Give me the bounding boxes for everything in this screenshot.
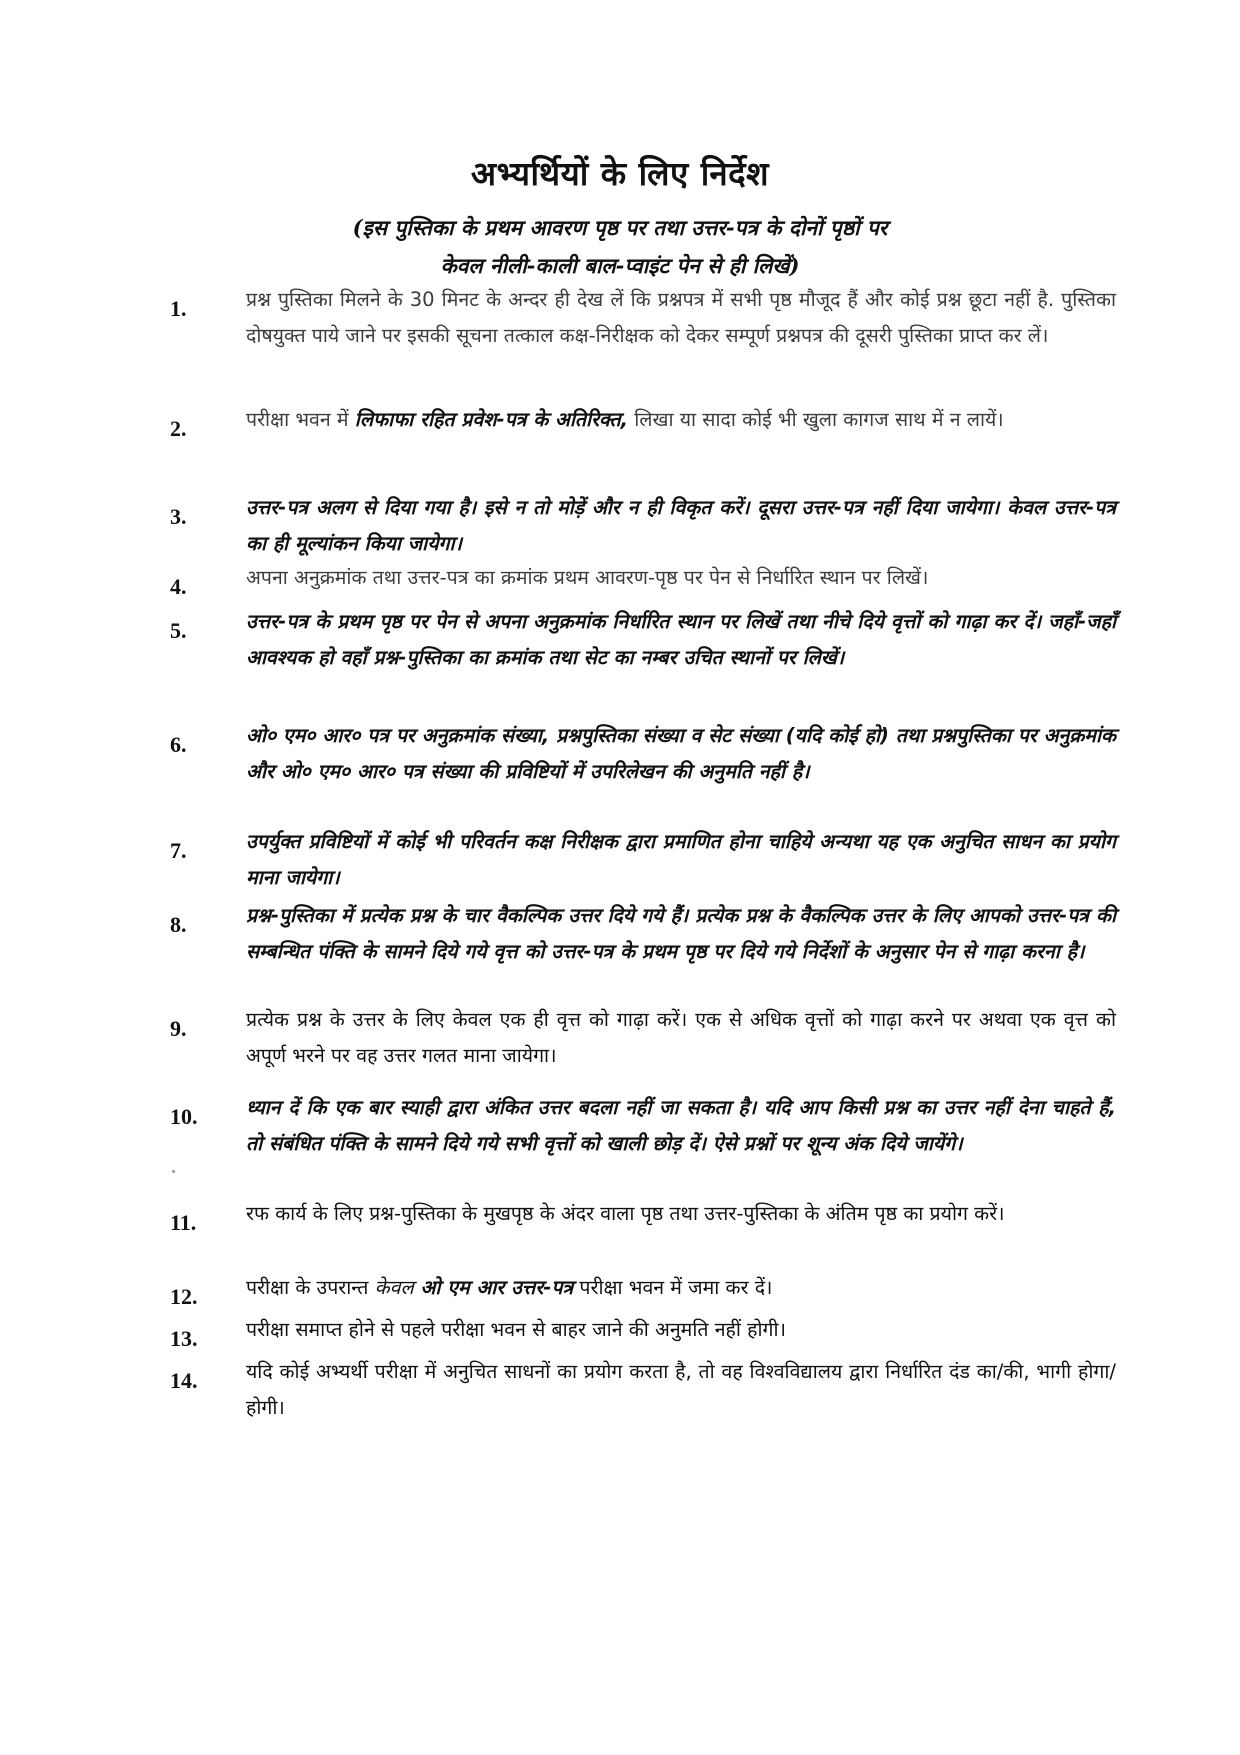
subtitle-line-1: (इस पुस्तिका के प्रथम आवरण पृष्ठ पर तथा उत्तर-पत्र के दोनों पृष्ठों पर: [352, 215, 888, 240]
item-text-6: ओ० एम० आर० पत्र पर अनुक्रमांक संख्या, प्रश्नपुस्तिका संख्या व सेट संख्या (यदि कोई हो) तथा प्रश्नपुस्तिका पर अनुक्रमांक और ओ० एम० आर० पत्र संख्या की प्रविष्टियों में उपरिलेखन की अनुमति नहीं है।: [246, 724, 1116, 783]
item-number-8: 8.: [170, 912, 187, 937]
item-2-emphasis: लिफाफा रहित प्रवेश-पत्र के अतिरिक्त,: [354, 408, 629, 431]
item-text-1: प्रश्न पुस्तिका मिलने के 30 मिनट के अन्दर ही देख लें कि प्रश्नपत्र में सभी पृष्ठ मौजूद हैं और कोई प्रश्न छूटा नहीं है. पुस्तिका दोषयुक्त पाये जाने पर इसकी सूचना तत्काल कक्ष-निरीक्षक को देकर सम्पूर्ण प्रश्नपत्र की दूसरी पुस्तिका प्राप्त कर लें।: [246, 288, 1116, 347]
item-text-3: उत्तर-पत्र अलग से दिया गया है। इसे न तो मोड़ें और न ही विकृत करें। दूसरा उत्तर-पत्र नहीं दिया जायेगा। केवल उत्तर-पत्र का ही मूल्यांकन किया जायेगा।: [246, 496, 1116, 555]
item-number-14: 14.: [170, 1368, 198, 1393]
item-12-part-d: परीक्षा भवन में जमा कर दें।: [573, 1276, 773, 1299]
item-text-7: उपर्युक्त प्रविष्टियों में कोई भी परिवर्तन कक्ष निरीक्षक द्वारा प्रमाणित होना चाहिये अन्यथा यह एक अनुचित साधन का प्रयोग माना जायेगा।: [246, 830, 1116, 889]
item-12-part-a: परीक्षा के उपरान्त: [246, 1276, 375, 1299]
item-number-13: 13.: [170, 1326, 198, 1351]
item-number-11: 11.: [170, 1210, 197, 1235]
item-number-5: 5.: [170, 618, 187, 643]
item-text-14: यदि कोई अभ्यर्थी परीक्षा में अनुचित साधनों का प्रयोग करता है, तो वह विश्वविद्यालय द्वारा निर्धारित दंड का/की, भागी होगा/होगी।: [246, 1360, 1116, 1419]
item-number-12: 12.: [170, 1284, 198, 1309]
item-text-5: उत्तर-पत्र के प्रथम पृष्ठ पर पेन से अपना अनुक्रमांक निर्धारित स्थान पर लिखें तथा नीचे दिये वृत्तों को गाढ़ा कर दें। जहाँ-जहाँ आवश्यक हो वहाँ प्रश्न-पुस्तिका का क्रमांक तथा सेट का नम्बर उचित स्थानों पर लिखें।: [246, 610, 1116, 669]
item-number-7: 7.: [170, 838, 187, 863]
item-number-10: 10.: [170, 1104, 198, 1129]
item-text-13: परीक्षा समाप्त होने से पहले परीक्षा भवन से बाहर जाने की अनुमति नहीं होगी।: [246, 1318, 786, 1341]
item-text-11: रफ कार्य के लिए प्रश्न-पुस्तिका के मुखपृष्ठ के अंदर वाला पृष्ठ तथा उत्तर-पुस्तिका के अंतिम पृष्ठ का प्रयोग करें।: [246, 1202, 1005, 1225]
item-text-12: [246, 1270, 1116, 1306]
item-text-8: प्रश्न-पुस्तिका में प्रत्येक प्रश्न के चार वैकल्पिक उत्तर दिये गये हैं। प्रत्येक प्रश्न के वैकल्पिक उत्तर के लिए आपको उत्तर-पत्र की सम्बन्धित पंक्ति के सामने दिये गये वृत्त को उत्तर-पत्र के प्रथम पृष्ठ पर दिये गये निर्देशों के अनुसार पेन से गाढ़ा करना है।: [246, 904, 1116, 963]
item-text-9: प्रत्येक प्रश्न के उत्तर के लिए केवल एक ही वृत्त को गाढ़ा करें। एक से अधिक वृत्तों को गाढ़ा करने पर अथवा एक वृत्त को अपूर्ण भरने पर वह उत्तर गलत माना जायेगा।: [246, 1008, 1116, 1067]
item-number-4: 4.: [170, 574, 187, 599]
item-12-emphasis: ओ एम आर उत्तर-पत्र: [413, 1276, 574, 1299]
item-number-1: 1.: [170, 296, 187, 321]
item-text-10: ध्यान दें कि एक बार स्याही द्वारा अंकित उत्तर बदला नहीं जा सकता है। यदि आप किसी प्रश्न का उत्तर नहीं देना चाहते हैं, तो संबंधित पंक्ति के सामने दिये गये सभी वृत्तों को खाली छोड़ दें। ऐसे प्रश्नों पर शून्य अंक दिये जायेंगे।: [246, 1096, 1116, 1155]
page-title: अभ्यर्थियों के लिए निर्देश: [470, 154, 770, 193]
item-2-part-a: परीक्षा भवन में: [246, 408, 355, 431]
item-text-2: [246, 402, 1116, 438]
subtitle-line-2: केवल नीली-काली बाल-प्वाइंट पेन से ही लिखें): [440, 253, 800, 278]
item-number-3: 3.: [170, 504, 187, 529]
item-text-4: अपना अनुक्रमांक तथा उत्तर-पत्र का क्रमांक प्रथम आवरण-पृष्ठ पर पेन से निर्धारित स्थान पर लिखें।: [246, 566, 929, 589]
item-number-6: 6.: [170, 732, 187, 757]
item-number-2: 2.: [170, 416, 187, 441]
stray-dot-mark: [172, 1170, 175, 1173]
item-2-part-c: लिखा या सादा कोई भी खुला कागज साथ में न लायें।: [628, 408, 1004, 431]
item-12-italic: केवल: [374, 1276, 414, 1299]
item-number-9: 9.: [170, 1016, 187, 1041]
